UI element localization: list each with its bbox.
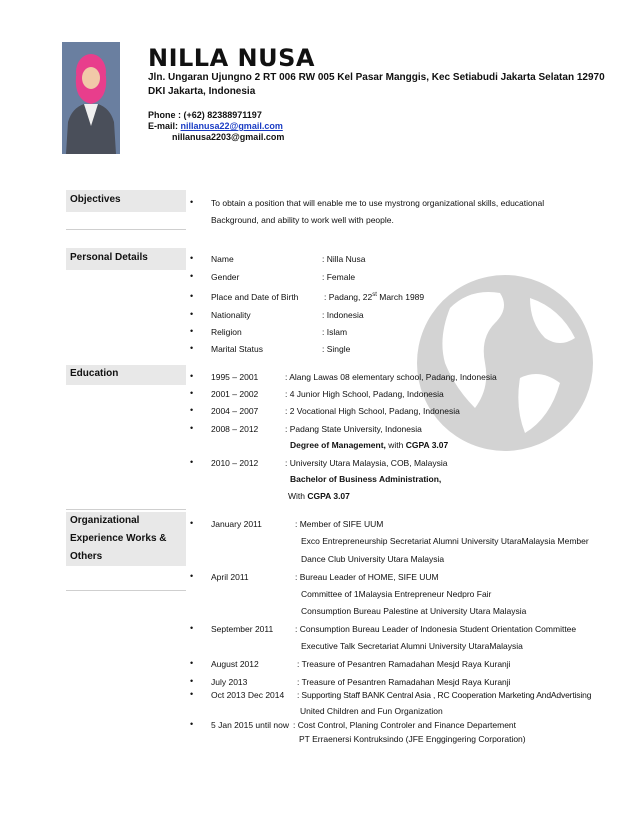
personal-value [324, 292, 424, 302]
personal-label: Name [211, 254, 234, 264]
education-years: 1995 – 2001 [211, 372, 259, 382]
section-organizational-title-3: Others [66, 548, 186, 566]
org-date: April 2011 [211, 572, 249, 582]
org-date: January 2011 [211, 519, 262, 529]
degree-line-2: Bachelor of Business Administration, [290, 474, 442, 484]
bullet: • [190, 423, 194, 433]
section-objectives: Objectives [66, 190, 186, 212]
dob-suffix: st [372, 292, 377, 299]
section-organizational-title-1: Organizational [66, 512, 186, 530]
divider [66, 590, 186, 591]
education-school: : 4 Junior High School, Padang, Indonesia [285, 389, 444, 399]
email-link-primary[interactable]: nillanusa22@gmail.com [180, 121, 283, 131]
divider [66, 229, 186, 230]
bullet: • [190, 253, 194, 263]
education-years: 2010 – 2012 [211, 458, 259, 468]
personal-value: : Single [322, 344, 351, 354]
education-years: 2008 – 2012 [211, 424, 259, 434]
personal-label: Place and Date of Birth [211, 292, 299, 302]
org-role-extra: Dance Club University Utara Malaysia [301, 554, 445, 564]
personal-label: Gender [211, 272, 240, 282]
org-role: : Member of SIFE UUM [295, 519, 384, 529]
bullet: • [190, 388, 194, 398]
degree-gpa: CGPA 3.07 [405, 440, 449, 450]
bullet: • [190, 457, 194, 467]
personal-value: : Indonesia [322, 310, 364, 320]
org-role-extra: Committee of 1Malaysia Entrepreneur Nedpro Fair [301, 589, 492, 599]
bullet: • [190, 405, 194, 415]
phone-number: Phone : (+62) 82388971197 [148, 110, 262, 120]
org-date: 5 Jan 2015 until now [211, 720, 289, 730]
org-role-extra: Executive Talk Secretariat Alumni University UtaraMalaysia [301, 641, 523, 651]
org-role: : Treasure of Pesantren Ramadahan Mesjd Raya Kuranji [297, 659, 511, 669]
bullet: • [190, 343, 194, 353]
objective-line-1: To obtain a position that will enable me to use mystrong organizational skills, educational [211, 198, 545, 208]
org-role: : Cost Control, Planing Controler and Finance Departement [293, 720, 517, 730]
dob-rest: March 1989 [376, 292, 425, 302]
bullet: • [190, 571, 194, 581]
degree-gpa: CGPA 3.07 [307, 491, 350, 501]
org-role-extra: Exco Entrepreneurship Secretariat Alumni University UtaraMalaysia Member [301, 536, 589, 546]
section-organizational-title-2: Experience Works & [66, 530, 186, 548]
org-role: : Treasure of Pesantren Ramadahan Mesjd Raya Kuranji [297, 677, 511, 687]
degree-line-3 [288, 491, 350, 501]
email-secondary: nillanusa2203@gmail.com [172, 132, 285, 142]
section-personal-details: Personal Details [66, 248, 186, 270]
bullet: • [190, 719, 194, 729]
education-school: : University Utara Malaysia, COB, Malaysia [285, 458, 448, 468]
org-role: : Bureau Leader of HOME, SIFE UUM [295, 572, 439, 582]
degree-line-1 [290, 440, 448, 450]
personal-value: : Nilla Nusa [322, 254, 366, 264]
org-date: July 2013 [211, 677, 248, 687]
org-date: September 2011 [211, 624, 274, 634]
org-role-extra: PT Erraenersi Kontruksindo (JFE Enggingering Corporation) [299, 734, 526, 744]
degree-with: with [385, 440, 406, 450]
org-role-extra: Consumption Bureau Palestine at University Utara Malaysia [301, 606, 527, 616]
personal-value: : Female [322, 272, 356, 282]
personal-value: : Islam [322, 327, 348, 337]
personal-label: Nationality [211, 310, 251, 320]
email-line [148, 121, 283, 131]
education-school: : 2 Vocational High School, Padang, Indonesia [285, 406, 460, 416]
education-school: : Alang Lawas 08 elementary school, Padang, Indonesia [285, 372, 497, 382]
personal-label: Marital Status [211, 344, 263, 354]
bullet: • [190, 326, 194, 336]
education-years: 2004 – 2007 [211, 406, 259, 416]
bullet: • [190, 271, 194, 281]
org-role: : Consumption Bureau Leader of Indonesia Student Orientation Committee [295, 624, 577, 634]
org-date: August 2012 [211, 659, 259, 669]
org-role-extra: United Children and Fun Organization [300, 706, 443, 716]
dob-day: : Padang, 22 [324, 292, 373, 302]
bullet: • [190, 197, 194, 207]
bullet: • [190, 518, 194, 528]
education-school: : Padang State University, Indonesia [285, 424, 422, 434]
globe-watermark-icon [410, 268, 600, 458]
bullet: • [190, 689, 194, 699]
candidate-name: NILLA NUSA [148, 44, 315, 72]
bullet: • [190, 658, 194, 668]
org-role: : Supporting Staff BANK Central Asia , RC Cooperation Marketing AndAdvertising [297, 690, 592, 700]
bullet: • [190, 309, 194, 319]
degree-name: Degree of Management, [290, 440, 386, 450]
section-education: Education [66, 365, 186, 385]
personal-label: Religion [211, 327, 242, 337]
email-label: E-mail: [148, 121, 181, 131]
profile-photo [62, 42, 120, 154]
divider [66, 509, 186, 510]
objective-line-2: Background, and ability to work well with people. [211, 215, 394, 225]
address-line-2: DKI Jakarta, Indonesia [148, 86, 256, 97]
degree-with: With [288, 491, 308, 501]
education-years: 2001 – 2002 [211, 389, 259, 399]
org-date: Oct 2013 Dec 2014 [211, 690, 285, 700]
address-line-1: Jln. Ungaran Ujungno 2 RT 006 RW 005 Kel Pasar Manggis, Kec Setiabudi Jakarta Selatan 12970 [148, 72, 605, 83]
bullet: • [190, 291, 194, 301]
bullet: • [190, 371, 194, 381]
bullet: • [190, 623, 194, 633]
bullet: • [190, 676, 194, 686]
